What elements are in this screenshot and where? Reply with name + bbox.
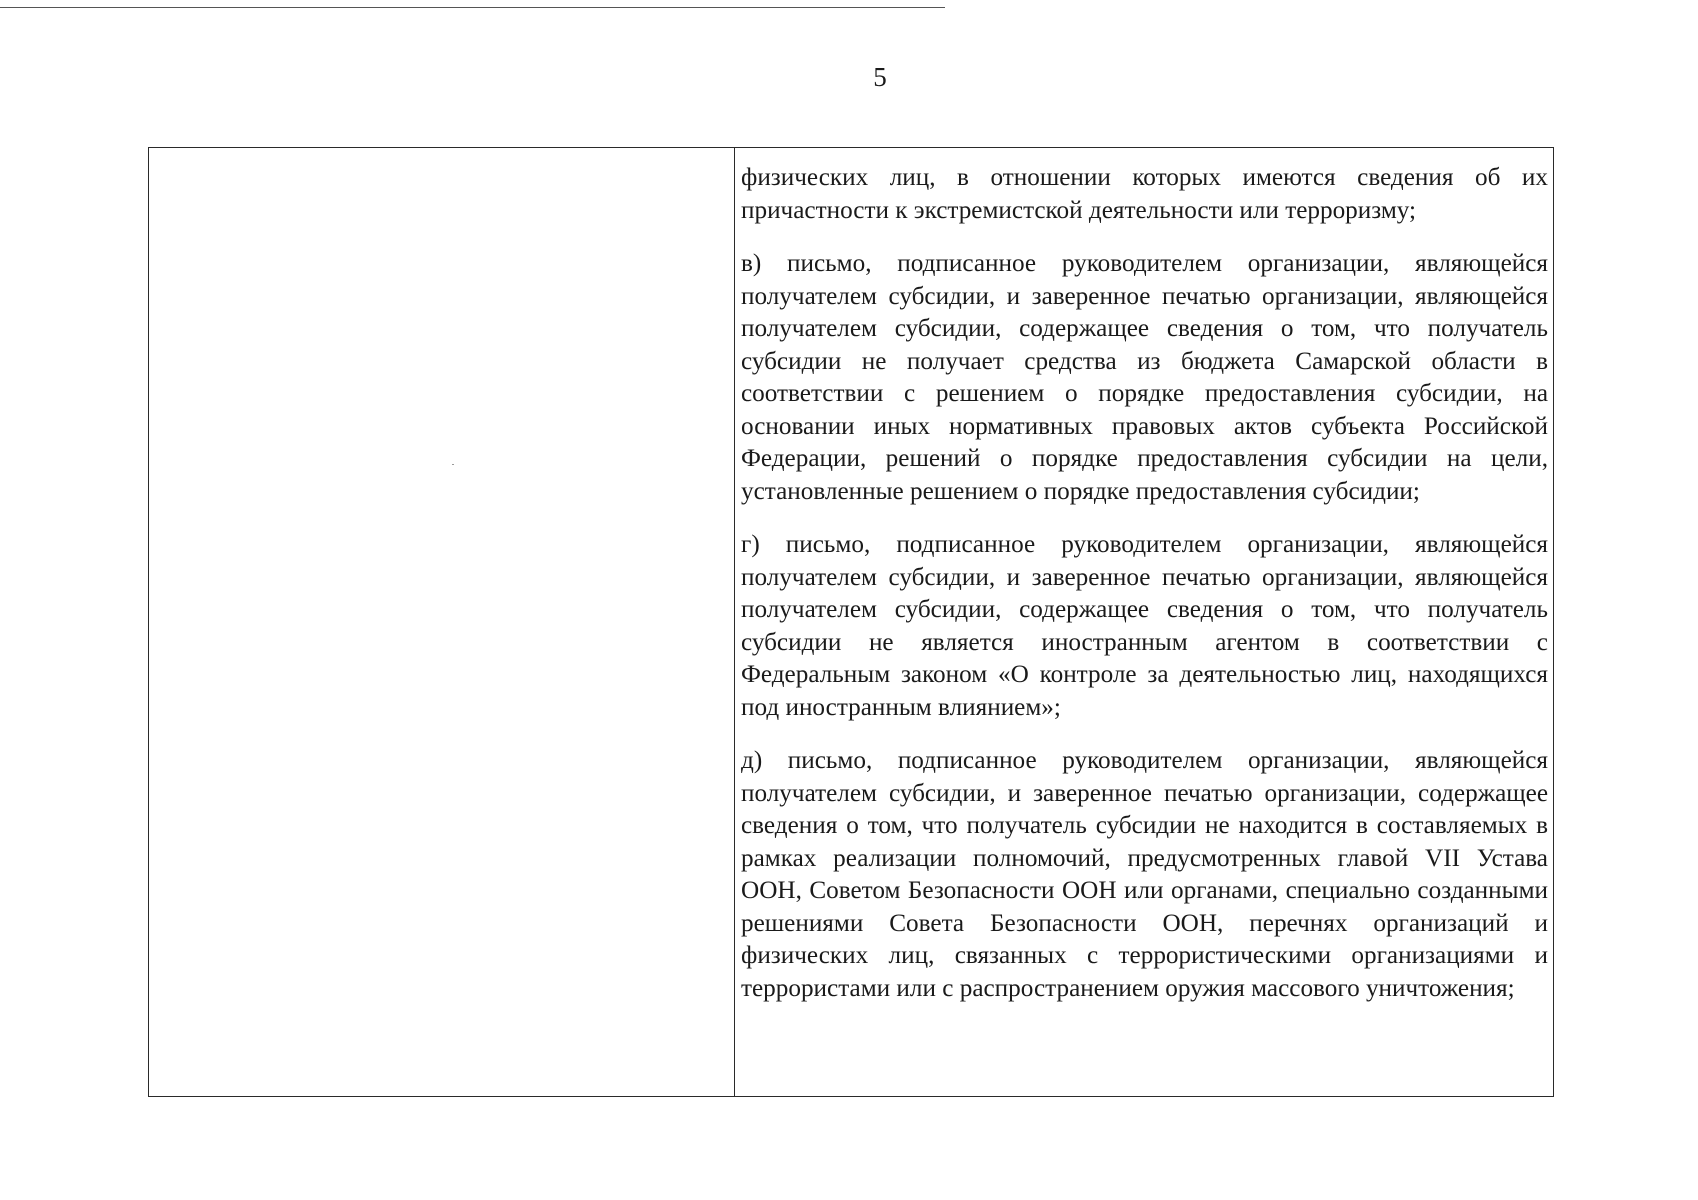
paragraph-continuation: физических лиц, в отношении которых имеются сведения об их причастности к экстремистской деятельности или терроризму; [741,164,1548,224]
document-table [148,147,1554,1097]
paragraph-item-v: в) письмо, подписанное руководителем организации, являющейся получателем субсидии, и заверенное печатью организации, являющейся получателем субсидии, содержащее сведения о том, что получатель субсидии не получает средства из бюджета Самарской области в соответствии с решением о порядке предоставления субсидии, на основании иных нормативных правовых актов субъекта Российской Федерации, решений о порядке предоставления субсидии на цели, установленные решением о порядке предоставления субсидии; [741,250,1548,505]
scan-speck [452,464,454,465]
scan-top-edge-line [0,7,945,8]
table-right-cell [741,162,1548,1026]
paragraph-item-d: д) письмо, подписанное руководителем организации, являющейся получателем субсидии, и заверенное печатью организации, содержащее сведения о том, что получатель субсидии не находится в составляемых в рамках реализации полномочий, предусмотренных главой VII Устава ООН, Советом Безопасности ООН или органами, специально созданными решениями Совета Безопасности ООН, перечнях организаций и физических лиц, связанных с террористическими организациями и террористами или с распространением оружия массового уничтожения; [741,747,1548,1002]
paragraph-item-g: г) письмо, подписанное руководителем организации, являющейся получателем субсидии, и заверенное печатью организации, являющейся получателем субсидии, содержащее сведения о том, что получатель субсидии не является иностранным агентом в соответствии с Федеральным законом «О контроле за деятельностью лиц, находящихся под иностранным влиянием»; [741,531,1548,721]
page-number: 5 [873,62,887,92]
table-left-cell [149,148,735,1096]
